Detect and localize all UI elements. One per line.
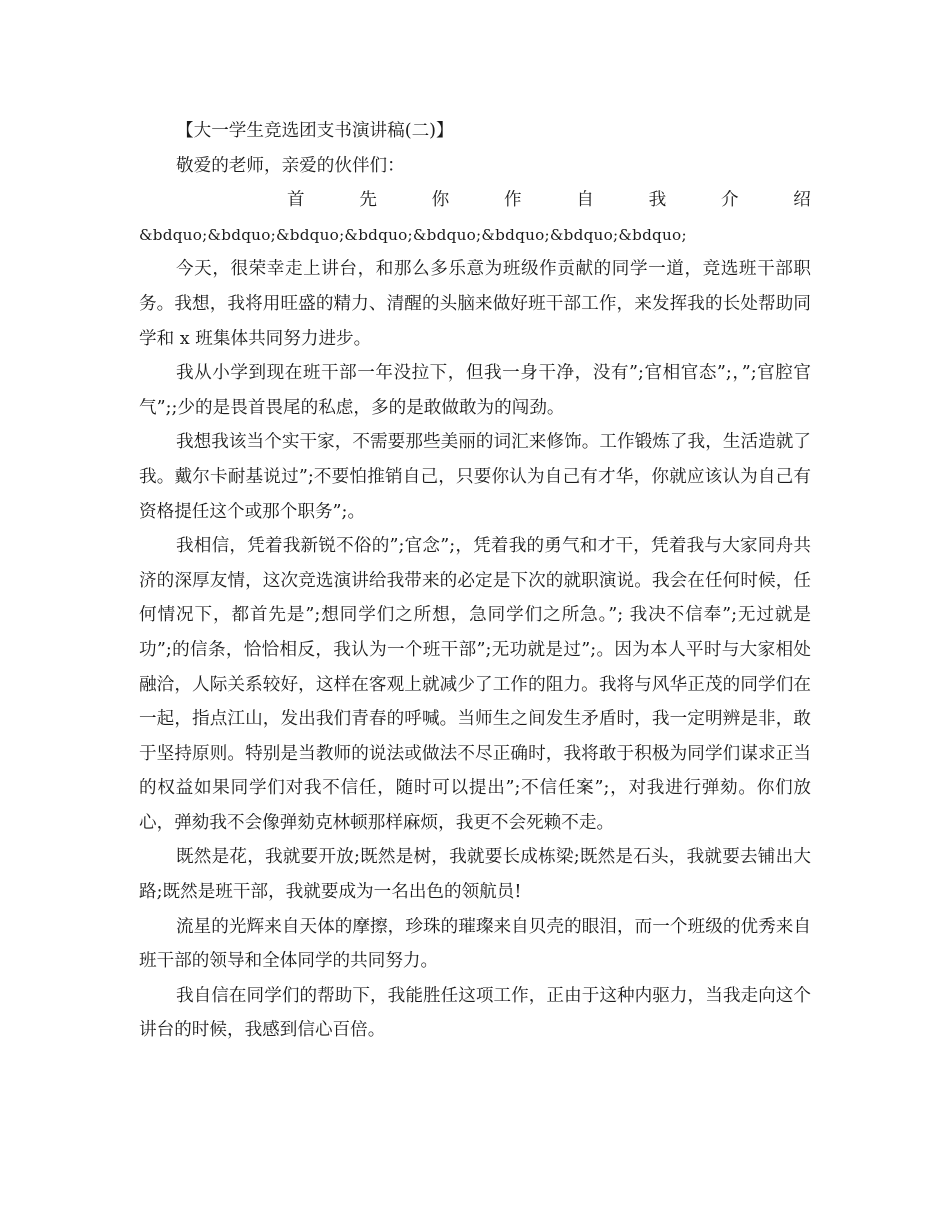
paragraph: 我相信，凭着我新锐不俗的”;官念”;，凭着我的勇气和才干，凭着我与大家同舟共济的深厚友情，这次竞选演讲给我带来的必定是下次的就职演说。我会在任何时候，任何情况下，都首先是”;想同学们之所想，急同学们之所急。”; 我决不信奉”;无过就是功”;的信条，恰恰相反，我认为一个班干部”;无功就是过”;。因为本人平时与大家相处融洽，人际关系较好，这样在客观上就减少了工作的阻力。我将与风华正茂的同学们在一起，指点江山，发出我们青春的呼喊。当师生之间发生矛盾时，我一定明辨是非，敢于坚持原则。特别是当教师的说法或做法不尽正确时，我将敢于积极为同学们谋求正当的权益如果同学们对我不信任，随时可以提出”;不信任案”;，对我进行弹劾。你们放心，弹劾我不会像弹劾克林顿那样麻烦，我更不会死赖不走。: [139, 536, 811, 833]
paragraph: 我从小学到现在班干部一年没拉下，但我一身干净，没有”;官相官态”;，”;官腔官气”;;少的是畏首畏尾的私虑，多的是敢做敢为的闯劲。: [139, 363, 811, 418]
self-introduction-heading: [139, 183, 811, 218]
intro-char: 绍: [793, 190, 811, 211]
paragraph: 流星的光辉来自天体的摩擦，珍珠的璀璨来自贝壳的眼泪，而一个班级的优秀来自班干部的领导和全体同学的共同努力。: [139, 916, 811, 972]
greeting-line: 敬爱的老师，亲爱的伙伴们：: [176, 155, 405, 176]
paragraph: 既然是花，我就要开放;既然是树，我就要长成栋梁;既然是石头，我就要去铺出大路;既然是班干部，我就要成为一名出色的领航员!: [139, 847, 811, 903]
intro-char: 自: [576, 190, 594, 211]
paragraph: 我自信在同学们的帮助下，我能胜任这项工作，正由于这种内驱力，当我走向这个讲台的时候，我感到信心百倍。: [139, 985, 811, 1041]
intro-char: 首: [287, 190, 305, 211]
paragraph: 今天，很荣幸走上讲台，和那么多乐意为班级作贡献的同学一道，竞选班干部职务。我想，我将用旺盛的精力、清醒的头脑来做好班干部工作，来发挥我的长处帮助同学和 x 班集体共同努力进步。: [139, 259, 811, 349]
paragraph: 我想我该当个实干家，不需要那些美丽的词汇来修饰。工作锻炼了我，生活造就了我。戴尔卡耐基说过”;不要怕推销自己，只要你认为自己有才华，你就应该认为自己有资格提任这个或那个职务”;。: [139, 432, 811, 522]
document-title: 【大一学生竞选团支书演讲稿(二)】: [176, 121, 454, 141]
intro-char: 你: [431, 190, 450, 211]
document-body: [139, 114, 811, 1048]
intro-char: 作: [503, 190, 522, 211]
entity-text-line: &bdquo;&bdquo;&bdquo;&bdquo;&bdquo;&bdquo;&bdquo;&bdquo;: [139, 225, 687, 244]
intro-char: 我: [648, 190, 667, 211]
intro-char: 先: [359, 190, 377, 211]
intro-char: 介: [720, 190, 739, 211]
